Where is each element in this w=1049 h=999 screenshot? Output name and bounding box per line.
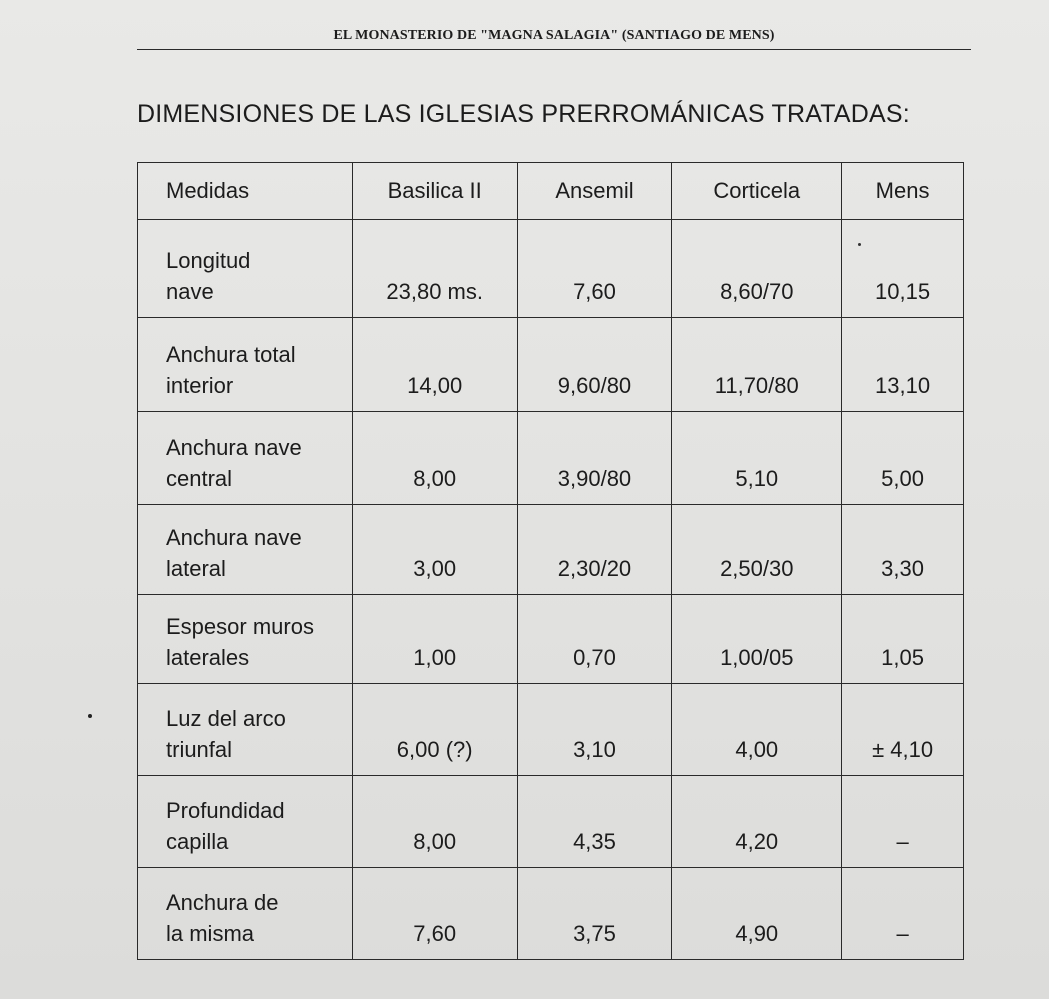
row-label bbox=[138, 868, 353, 960]
column-header-mens: Mens bbox=[842, 163, 964, 220]
row-label bbox=[138, 318, 353, 412]
row-label bbox=[138, 505, 353, 595]
table-row bbox=[138, 595, 964, 684]
row-label bbox=[138, 220, 353, 318]
table-cell: 13,10 bbox=[842, 318, 964, 412]
running-head: EL MONASTERIO DE "MAGNA SALAGIA" (SANTIAGO DE MENS) bbox=[333, 28, 775, 43]
table-cell: 4,35 bbox=[517, 776, 672, 868]
table-cell: 10,15 bbox=[842, 220, 964, 318]
table-cell: 4,00 bbox=[672, 684, 842, 776]
column-header-corticela: Corticela bbox=[672, 163, 842, 220]
row-label-line: triunfal bbox=[166, 737, 233, 762]
table-cell: 0,70 bbox=[517, 595, 672, 684]
row-label-line: Anchura total bbox=[166, 342, 296, 367]
table-cell: 3,00 bbox=[352, 505, 517, 595]
row-label-line: Anchura de bbox=[166, 890, 279, 915]
table-header-row bbox=[138, 163, 964, 220]
header-rule bbox=[137, 49, 971, 50]
row-label bbox=[138, 595, 353, 684]
table-cell: 3,30 bbox=[842, 505, 964, 595]
table-cell: 1,00 bbox=[352, 595, 517, 684]
margin-bullet bbox=[88, 714, 92, 718]
table-cell: 5,10 bbox=[672, 412, 842, 505]
table-cell: 8,60/70 bbox=[672, 220, 842, 318]
table-cell: 11,70/80 bbox=[672, 318, 842, 412]
table-cell: 14,00 bbox=[352, 318, 517, 412]
table-cell: 1,05 bbox=[842, 595, 964, 684]
row-label bbox=[138, 684, 353, 776]
table-row bbox=[138, 776, 964, 868]
row-label-line: laterales bbox=[166, 645, 250, 670]
table-cell: 2,50/30 bbox=[672, 505, 842, 595]
table-cell: ± 4,10 bbox=[842, 684, 964, 776]
dimensions-table bbox=[137, 162, 964, 960]
row-label-line: Anchura nave bbox=[166, 525, 302, 550]
table-row bbox=[138, 684, 964, 776]
table-cell: 8,00 bbox=[352, 412, 517, 505]
row-label-line: Anchura nave bbox=[166, 435, 302, 460]
row-label-line: nave bbox=[166, 279, 214, 304]
table-cell: 3,90/80 bbox=[517, 412, 672, 505]
column-header-ansemil: Ansemil bbox=[517, 163, 672, 220]
table-cell: 9,60/80 bbox=[517, 318, 672, 412]
section-title: DIMENSIONES DE LAS IGLESIAS PRERROMÁNICAS TRATADAS: bbox=[137, 100, 910, 128]
table-row bbox=[138, 318, 964, 412]
table-row bbox=[138, 412, 964, 505]
table-cell: 1,00/05 bbox=[672, 595, 842, 684]
table-cell: 8,00 bbox=[352, 776, 517, 868]
table-cell: – bbox=[842, 776, 964, 868]
row-label-line: la misma bbox=[166, 921, 255, 946]
column-header-medidas: Medidas bbox=[138, 163, 353, 220]
table-cell: 3,10 bbox=[517, 684, 672, 776]
row-label-line: capilla bbox=[166, 829, 229, 854]
row-label-line: lateral bbox=[166, 556, 226, 581]
table-cell: 5,00 bbox=[842, 412, 964, 505]
table-cell: 7,60 bbox=[352, 868, 517, 960]
row-label-line: central bbox=[166, 466, 233, 491]
table-cell: 2,30/20 bbox=[517, 505, 672, 595]
row-label-line: interior bbox=[166, 373, 234, 398]
row-label-line: Espesor muros bbox=[166, 614, 314, 639]
table-row bbox=[138, 868, 964, 960]
row-label bbox=[138, 412, 353, 505]
table-cell: 3,75 bbox=[517, 868, 672, 960]
row-label bbox=[138, 776, 353, 868]
row-label-line: Profundidad bbox=[166, 798, 285, 823]
column-header-basilica: Basilica II bbox=[352, 163, 517, 220]
table-cell: 7,60 bbox=[517, 220, 672, 318]
table-cell: 6,00 (?) bbox=[352, 684, 517, 776]
table-cell: – bbox=[842, 868, 964, 960]
table-cell: 4,90 bbox=[672, 868, 842, 960]
table-row bbox=[138, 505, 964, 595]
row-label-line: Longitud bbox=[166, 248, 251, 273]
table-row bbox=[138, 220, 964, 318]
table-cell: 4,20 bbox=[672, 776, 842, 868]
table-cell: 23,80 ms. bbox=[352, 220, 517, 318]
row-label-line: Luz del arco bbox=[166, 706, 286, 731]
